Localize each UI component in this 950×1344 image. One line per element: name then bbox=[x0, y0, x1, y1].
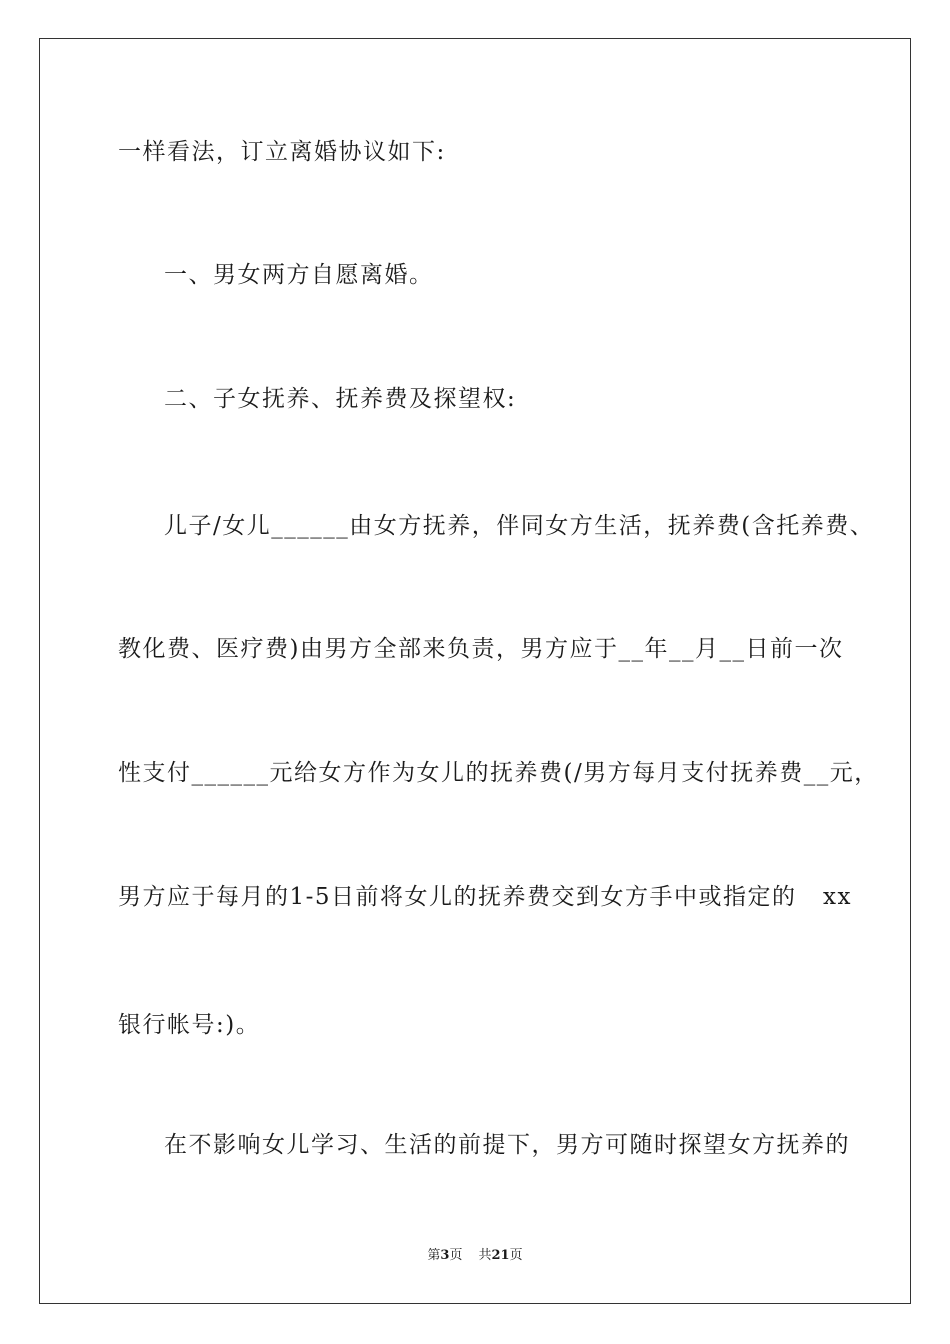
text-line-7: 男方应于每月的1-5日前将女儿的抚养费交到女方手中或指定的 xx bbox=[118, 884, 852, 910]
text-line-2: 一、男女两方自愿离婚。 bbox=[164, 262, 434, 288]
text-line-4: 儿子/女儿______由女方抚养，伴同女方生活，抚养费(含托养费、 bbox=[164, 513, 875, 539]
footer-total-pages: 21 bbox=[491, 1248, 510, 1263]
text-line-8: 银行帐号:)。 bbox=[118, 1012, 261, 1038]
page-border bbox=[39, 38, 911, 1304]
footer-page-prefix: 第 bbox=[427, 1248, 441, 1263]
text-line-5: 教化费、医疗费)由男方全部来负责，男方应于__年__月__日前一次 bbox=[118, 636, 844, 662]
text-line-3: 二、子女抚养、抚养费及探望权: bbox=[164, 386, 517, 412]
footer-total-prefix: 共 bbox=[478, 1248, 492, 1263]
footer-total-suffix: 页 bbox=[509, 1248, 523, 1263]
text-line-1: 一样看法，订立离婚协议如下: bbox=[118, 139, 446, 165]
footer-page-suffix: 页 bbox=[449, 1248, 463, 1263]
footer-page-number: 3 bbox=[440, 1248, 450, 1263]
text-line-9: 在不影响女儿学习、生活的前提下，男方可随时探望女方抚养的 bbox=[164, 1132, 850, 1158]
text-line-6: 性支付______元给女方作为女儿的抚养费(/男方每月支付抚养费__元， bbox=[118, 760, 879, 786]
page-footer bbox=[0, 1247, 950, 1265]
